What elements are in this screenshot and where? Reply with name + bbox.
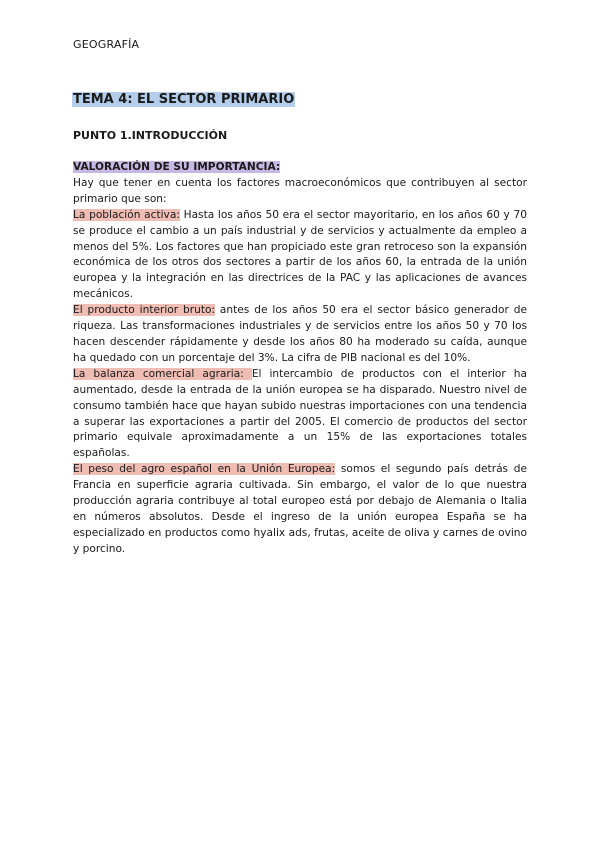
paragraph-text: somos el segundo país detrás de Francia en superficie agraria cultivada. Sin embargo, el valor de lo que nuestra producción agraria contribuye al total europeo está por debajo de Alemania o Italia en números absolutos. Desde el ingreso de la unión europea España se ha especializado en productos como hyalix ads, frutas, aceite de oliva y carnes de ovino y porcino.: [73, 463, 527, 555]
paragraph-peso-agro-ue: [73, 462, 527, 557]
page-header-subject: GEOGRAFÍA: [73, 38, 140, 51]
section-heading: [73, 160, 527, 176]
paragraph-producto-interior-bruto: [73, 303, 527, 367]
document-title-text: TEMA 4: EL SECTOR PRIMARIO: [73, 92, 295, 107]
document-title: [72, 92, 295, 107]
highlighted-label: El peso del agro español en la Unión Europea:: [73, 463, 336, 476]
paragraph-poblacion-activa: [73, 208, 527, 303]
paragraph-balanza-comercial: [73, 367, 527, 462]
paragraph-text: Hasta los años 50 era el sector mayoritario, en los años 60 y 70 se produce el cambio a un país industrial y de servicios y actualmente da empleo a menos del 5%. Los factores que han propiciado este gran retroceso son la expansión económica de los otros dos sectores a partir de los años 60, la entrada de la unión europea y la integración en las directrices de la PAC y las aplicaciones de avances mecánicos.: [73, 208, 528, 301]
section-subtitle: PUNTO 1.INTRODUCCIÓN: [73, 129, 228, 142]
intro-paragraph: Hay que tener en cuenta los factores macroeconómicos que contribuyen al sector primario que son:: [73, 176, 527, 205]
section-heading-text: VALORACIÓN DE SU IMPORTANCIA:: [73, 161, 281, 173]
paragraph-text: El intercambio de productos con el interior ha aumentado, desde la entrada de la unión europea se ha disparado. Nuestro nivel de consumo también hace que hayan subido nuestras importaciones con una tendencia a superar las exportaciones a partir del 2005. El comercio de productos del sector primario equivale aproximadamente a un 15% de las exportaciones totales españolas.: [73, 367, 527, 460]
paragraph-text: antes de los años 50 era el sector básico generador de riqueza. Las transformaciones industriales y de servicios entre los años 50 y 70 los hacen descender rápidamente y desde los años 80 ha moderado su caída, aunque ha quedado con un porcentaje del 3%. La cifra de PIB nacional es del 10%.: [73, 304, 527, 364]
document-body: [73, 160, 527, 558]
highlighted-label: La balanza comercial agraria:: [73, 367, 252, 380]
highlighted-label: La población activa:: [73, 208, 180, 221]
highlighted-label: El producto interior bruto:: [73, 304, 216, 317]
